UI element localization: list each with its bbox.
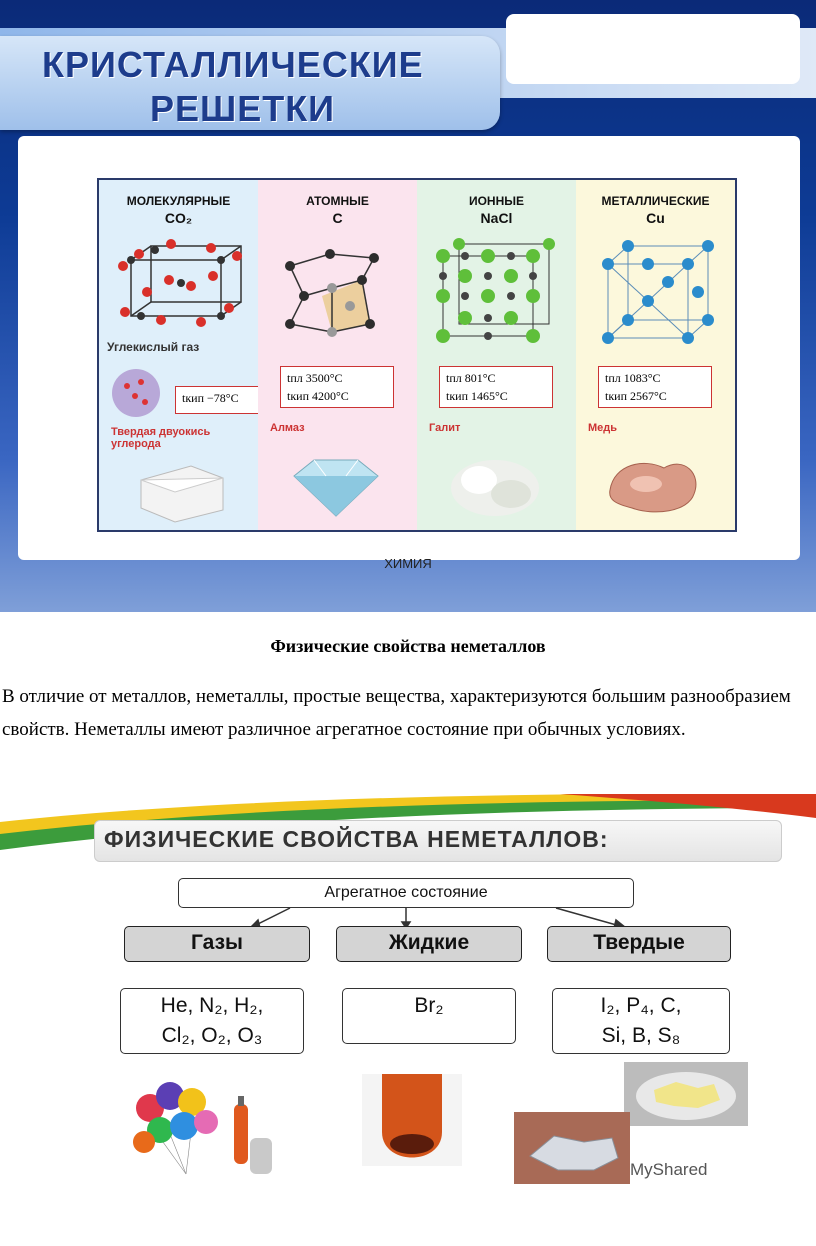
crystal-lattices-slide	[0, 0, 816, 612]
lattice-type: ИОННЫЕ	[468, 194, 525, 208]
temperature-box: tкип −78°C	[175, 386, 259, 414]
temperature-box: tпл 801°C tкип 1465°C	[439, 366, 553, 408]
diamond-image	[286, 450, 386, 520]
category-liquids: Жидкие	[336, 926, 522, 962]
category-solids: Твердые	[547, 926, 731, 962]
lattice-column-molecular	[99, 180, 258, 530]
temperature-box: tпл 3500°C tкип 4200°C	[280, 366, 394, 408]
lattice-formula: Cu	[646, 210, 665, 226]
lattice-column-atomic	[258, 180, 417, 530]
root-node: Агрегатное состояние	[178, 878, 634, 908]
category-gases: Газы	[124, 926, 310, 962]
copper-image	[604, 450, 704, 520]
body-paragraph: В отличие от металлов, неметаллы, простые вещества, характеризуются большим разнообразием свойств. Неметаллы имеют различное агрегатное состояние при обычных условиях.	[2, 686, 791, 740]
examples-liquids: Br₂	[342, 988, 516, 1044]
sulfur-image	[624, 1062, 748, 1126]
lattice-formula: CO₂	[164, 210, 193, 226]
slide-title-line2: РЕШЕТКИ	[150, 88, 336, 129]
nacl-lattice-icon	[429, 236, 559, 346]
dry-ice-image	[131, 460, 231, 530]
slide-title-line1: КРИСТАЛЛИЧЕСКИЕ	[42, 44, 424, 85]
lattice-formula: C	[332, 210, 343, 226]
copper-lattice-icon	[588, 236, 718, 346]
lattice-type: АТОМНЫЕ	[306, 194, 369, 208]
crystal-image	[514, 1112, 630, 1184]
material-name: Твердая двуокись углерода	[111, 426, 211, 450]
examples-solids: I₂, P₄, C, Si, B, S₈	[552, 988, 730, 1054]
temperature-box: tпл 1083°C tкип 2567°C	[598, 366, 712, 408]
lattice-type: МОЛЕКУЛЯРНЫЕ	[126, 194, 231, 208]
material-name: Алмаз	[270, 422, 305, 434]
halite-image	[445, 450, 545, 520]
material-name: Галит	[429, 422, 461, 434]
examples-gases: He, N₂, H₂, Cl₂, O₂, O₃	[120, 988, 304, 1054]
co2-lattice-icon	[111, 236, 251, 336]
gas-bubble-icon	[111, 368, 161, 418]
watermark: MyShared	[630, 1160, 708, 1179]
slide2-title: ФИЗИЧЕСКИЕ СВОЙСТВА НЕМЕТАЛЛОВ:	[104, 826, 609, 852]
lattice-type: МЕТАЛЛИЧЕСКИЕ	[601, 194, 710, 208]
slide-footer: ХИМИЯ	[384, 556, 432, 571]
bromine-tube-image	[362, 1074, 462, 1166]
material-name: Медь	[588, 422, 618, 434]
lattice-column-ionic	[417, 180, 576, 530]
diamond-lattice-icon	[270, 236, 400, 346]
lattice-column-metallic	[576, 180, 735, 530]
section-heading: Физические свойства неметаллов	[270, 636, 546, 656]
balloons-and-cylinders-image	[130, 1074, 280, 1184]
lattice-table	[97, 178, 737, 532]
gas-label: Углекислый газ	[107, 340, 200, 354]
lattice-formula: NaCl	[480, 210, 513, 226]
